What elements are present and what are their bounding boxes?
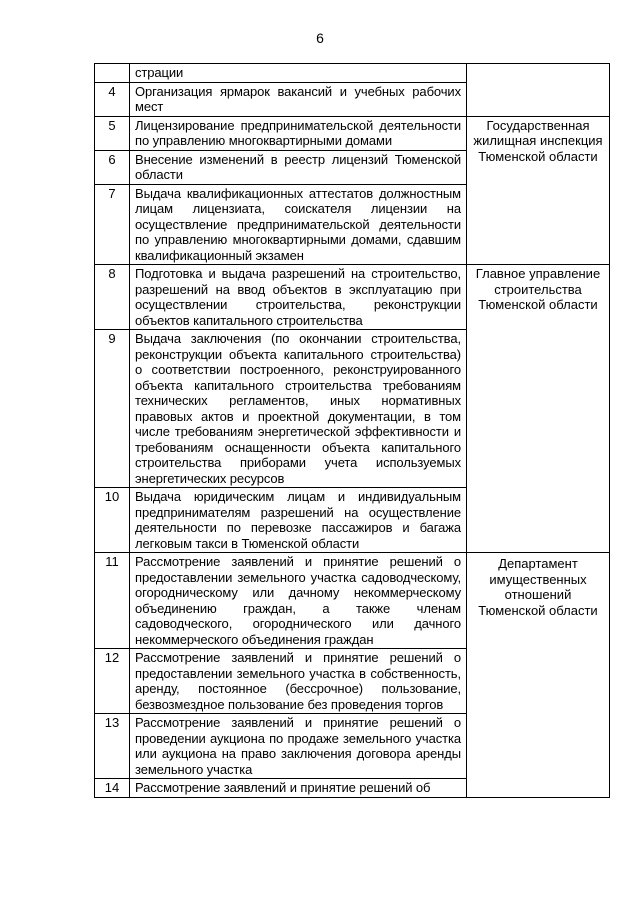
agency-cell-empty <box>467 64 610 117</box>
agency-construction-department: Главное управление строительства Тюменской области <box>467 265 610 553</box>
row-number: 12 <box>95 649 130 714</box>
row-number: 14 <box>95 779 130 798</box>
row-description: Рассмотрение заявлений и принятие решений о предоставлении земельного участка садоводческому, огородническому или дачному некоммерческому объединению граждан, а также членам садоводческого, огороднического или дачного некоммерческого объединения граждан <box>130 553 467 649</box>
row-number: 10 <box>95 488 130 553</box>
page-number: 6 <box>316 30 324 46</box>
row-description: Лицензирование предпринимательской деятельности по управлению многоквартирными домами <box>130 116 467 150</box>
row-description: Выдача квалификационных аттестатов должностным лицам лицензиата, соискателя лицензии на осуществление предпринимательской деятельности по управлению многоквартирными домами, сдавшим квалификационный экзамен <box>130 184 467 265</box>
row-description: Организация ярмарок вакансий и учебных рабочих мест <box>130 82 467 116</box>
row-number: 13 <box>95 714 130 779</box>
table-row <box>95 265 610 330</box>
row-description: страции <box>130 64 467 83</box>
row-description: Рассмотрение заявлений и принятие решений о проведении аукциона по продаже земельного участка или аукциона на право заключения договора аренды земельного участка <box>130 714 467 779</box>
row-description: Выдача юридическим лицам и индивидуальным предпринимателям разрешений на осуществление деятельности по перевозке пассажиров и багажа легковым такси в Тюменской области <box>130 488 467 553</box>
row-number <box>95 64 130 83</box>
row-description: Рассмотрение заявлений и принятие решений о предоставлении земельного участка в собственность, аренду, постоянное (бессрочное) пользование, безвозмездное пользование без проведения торгов <box>130 649 467 714</box>
row-description: Подготовка и выдача разрешений на строительство, разрешений на ввод объектов в эксплуатацию при осуществлении строительства, реконструкции объектов капитального строительства <box>130 265 467 330</box>
row-number: 9 <box>95 330 130 488</box>
row-number: 11 <box>95 553 130 649</box>
row-description: Внесение изменений в реестр лицензий Тюменской области <box>130 150 467 184</box>
row-number: 4 <box>95 82 130 116</box>
table-row <box>95 553 610 649</box>
table-row <box>95 116 610 150</box>
agency-property-department: Департамент имущественных отношений Тюменской области <box>467 553 610 798</box>
row-number: 6 <box>95 150 130 184</box>
services-table <box>94 63 610 798</box>
agency-housing-inspection: Государственная жилищная инспекция Тюменской области <box>467 116 610 265</box>
table-row <box>95 64 610 83</box>
row-number: 5 <box>95 116 130 150</box>
row-description: Рассмотрение заявлений и принятие решений об <box>130 779 467 798</box>
row-number: 7 <box>95 184 130 265</box>
row-number: 8 <box>95 265 130 330</box>
row-description: Выдача заключения (по окончании строительства, реконструкции объекта капитального строительства) о соответствии построенного, реконструированного объекта капитального строительства требованиям технических регламентов, иных нормативных правовых актов и проектной документации, в том числе требованиям энергетической эффективности и требованиям оснащенности объекта капитального строительства приборами учета используемых энергетических ресурсов <box>130 330 467 488</box>
